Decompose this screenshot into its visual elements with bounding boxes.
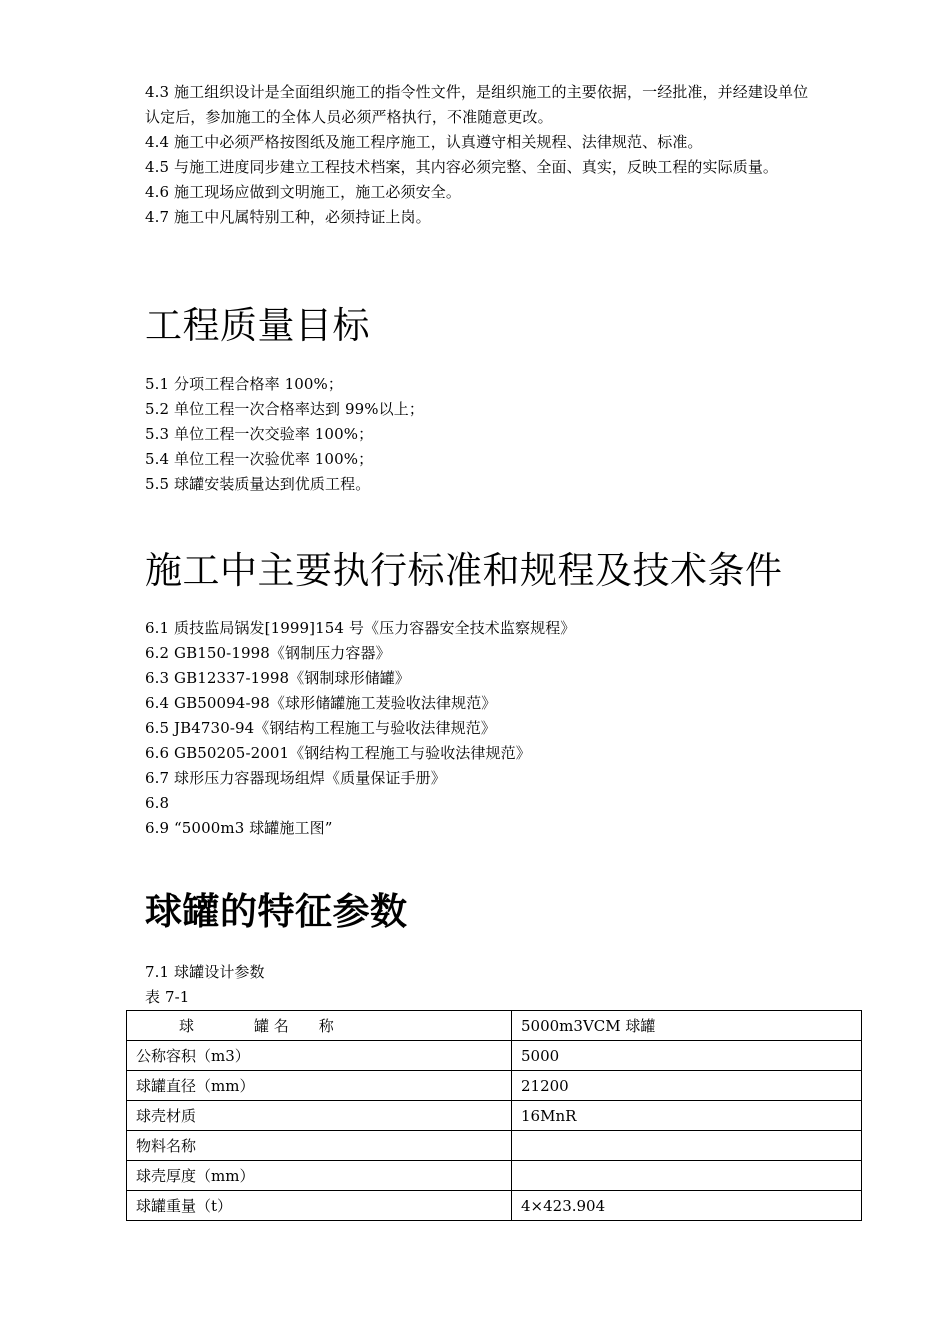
table-row: [127, 1101, 862, 1131]
table-cell-value: 4×423.904: [512, 1191, 862, 1221]
section-5-heading: 工程质量目标: [145, 304, 370, 347]
clause-6-7: 6.7 球形压力容器现场组焊《质量保证手册》: [145, 769, 446, 787]
table-cell-label: 物料名称: [127, 1131, 512, 1161]
clause-4-3: 4.3 施工组织设计是全面组织施工的指令性文件，是组织施工的主要依据，一经批准，并经建设单位认定后，参加施工的全体人员必须严格执行，不准随意更改。: [145, 83, 809, 126]
section-6-heading: 施工中主要执行标准和规程及技术条件: [145, 549, 783, 592]
table-cell-label: 球罐直径（mm）: [127, 1071, 512, 1101]
table-cell-label: 球壳厚度（mm）: [127, 1161, 512, 1191]
section-4-text: [145, 80, 810, 230]
table-cell-value: 5000: [512, 1041, 862, 1071]
table-cell-label: 球罐重量（t）: [127, 1191, 512, 1221]
section-7-heading: 球罐的特征参数: [145, 890, 408, 933]
clause-6-2: 6.2 GB150-1998《钢制压力容器》: [145, 644, 391, 662]
table-cell-label: 球壳材质: [127, 1101, 512, 1131]
clause-6-9: 6.9 “5000m3 球罐施工图”: [145, 819, 333, 837]
table-row: [127, 1041, 862, 1071]
table-cell-value: 21200: [512, 1071, 862, 1101]
clause-5-3: 5.3 单位工程一次交验率 100%；: [145, 425, 374, 443]
table-cell-value: 16MnR: [512, 1101, 862, 1131]
table-row: [127, 1191, 862, 1221]
clause-6-8: 6.8: [145, 794, 170, 812]
table-cell-value: [512, 1161, 862, 1191]
clause-6-4: 6.4 GB50094-98《球形储罐施工茇验收法律规范》: [145, 694, 497, 712]
clause-4-7: 4.7 施工中凡属特别工种，必须持证上岗。: [145, 208, 431, 226]
clause-5-4: 5.4 单位工程一次验优率 100%；: [145, 450, 374, 468]
clause-4-4: 4.4 施工中必须严格按图纸及施工程序施工，认真遵守相关规程、法律规范、标准。: [145, 133, 703, 151]
clause-5-2: 5.2 单位工程一次合格率达到 99%以上；: [145, 400, 424, 418]
section-7-text: [145, 960, 810, 1010]
clause-4-5: 4.5 与施工进度同步建立工程技术档案，其内容必须完整、全面、真实，反映工程的实际质量。: [145, 158, 779, 176]
table-header-value: 5000m3VCM 球罐: [512, 1011, 862, 1041]
section-5-text: [145, 372, 810, 497]
clause-6-1: 6.1 质技监局锅发[1999]154 号《压力容器安全技术监察规程》: [145, 619, 576, 637]
table-cell-label: 公称容积（m3）: [127, 1041, 512, 1071]
clause-6-5: 6.5 JB4730-94《钢结构工程施工与验收法律规范》: [145, 719, 496, 737]
section-6-text: [145, 616, 810, 841]
table-row: [127, 1071, 862, 1101]
table-header-label: 球 罐 名 称: [127, 1011, 512, 1041]
clause-5-5: 5.5 球罐安装质量达到优质工程。: [145, 475, 371, 493]
table-row: [127, 1131, 862, 1161]
table-row: [127, 1011, 862, 1041]
clause-6-3: 6.3 GB12337-1998《钢制球形储罐》: [145, 669, 410, 687]
table-label: 表 7-1: [145, 988, 190, 1006]
design-parameters-table: [126, 1010, 862, 1221]
table-row: [127, 1161, 862, 1191]
table-cell-value: [512, 1131, 862, 1161]
table-subtitle: 7.1 球罐设计参数: [145, 963, 265, 981]
clause-6-6: 6.6 GB50205-2001《钢结构工程施工与验收法律规范》: [145, 744, 531, 762]
clause-4-6: 4.6 施工现场应做到文明施工，施工必须安全。: [145, 183, 461, 201]
clause-5-1: 5.1 分项工程合格率 100%；: [145, 375, 343, 393]
